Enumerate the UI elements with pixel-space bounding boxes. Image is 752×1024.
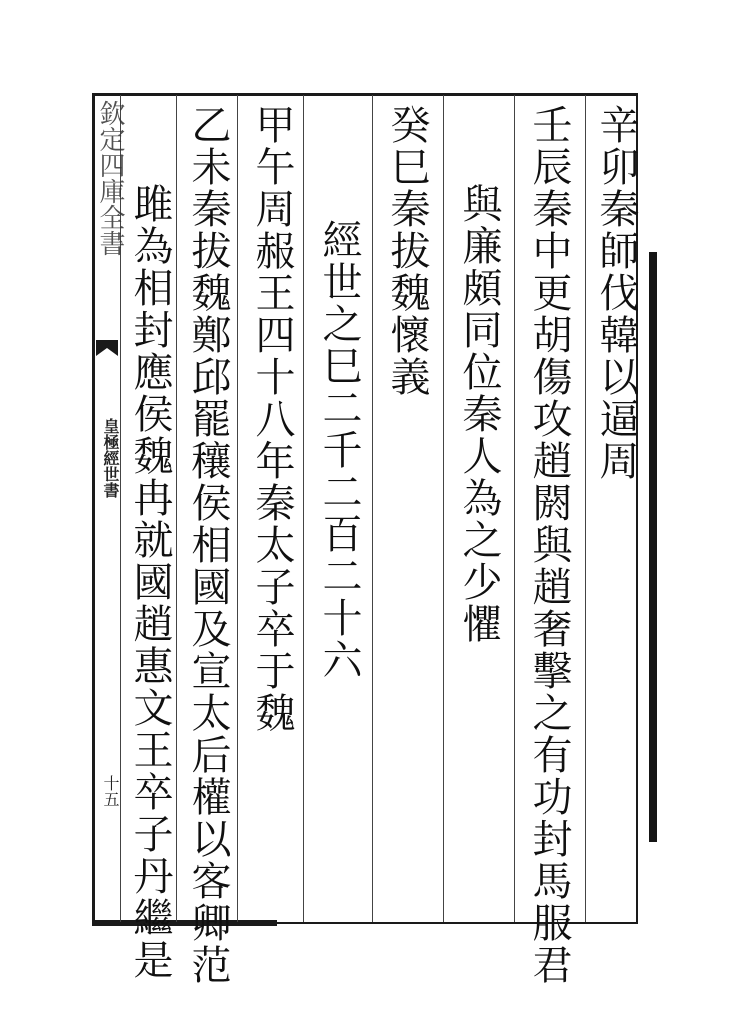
text-column-7: 乙未秦拔魏鄭邱罷穰侯相國及宣太后權以客卿范 xyxy=(185,104,231,986)
column-divider xyxy=(176,95,177,922)
column-divider xyxy=(372,95,373,922)
margin-book-title: 欽定四庫全書 xyxy=(95,100,125,256)
text-column-8: 雎為相封應侯魏冉就國趙惠文王卒子丹繼是 xyxy=(127,183,173,981)
column-divider xyxy=(514,95,515,922)
text-column-3: 與廉頗同位秦人為之少懼 xyxy=(456,183,502,645)
text-column-1: 辛卯秦師伐韓以逼周 xyxy=(593,104,639,482)
frame-top-border xyxy=(92,93,637,96)
text-column-4: 癸巳秦拔魏懷義 xyxy=(384,104,430,398)
fishtail-mark-icon xyxy=(95,338,119,358)
column-divider xyxy=(303,95,304,922)
text-column-2: 壬辰秦中更胡傷攻趙閼與趙奢擊之有功封馬服君 xyxy=(526,104,572,986)
column-divider xyxy=(443,95,444,922)
column-divider xyxy=(585,95,586,922)
frame-bottom-border-thin xyxy=(277,922,637,924)
margin-page-number: 十五 xyxy=(101,775,120,807)
margin-book-name: 皇極經世書 xyxy=(101,418,120,498)
text-column-6: 甲午周赧王四十八年秦太子卒于魏 xyxy=(249,104,295,734)
text-column-5: 經世之巳二千二百二十六 xyxy=(316,219,362,681)
spine-shadow xyxy=(649,252,657,842)
column-divider xyxy=(237,95,238,922)
